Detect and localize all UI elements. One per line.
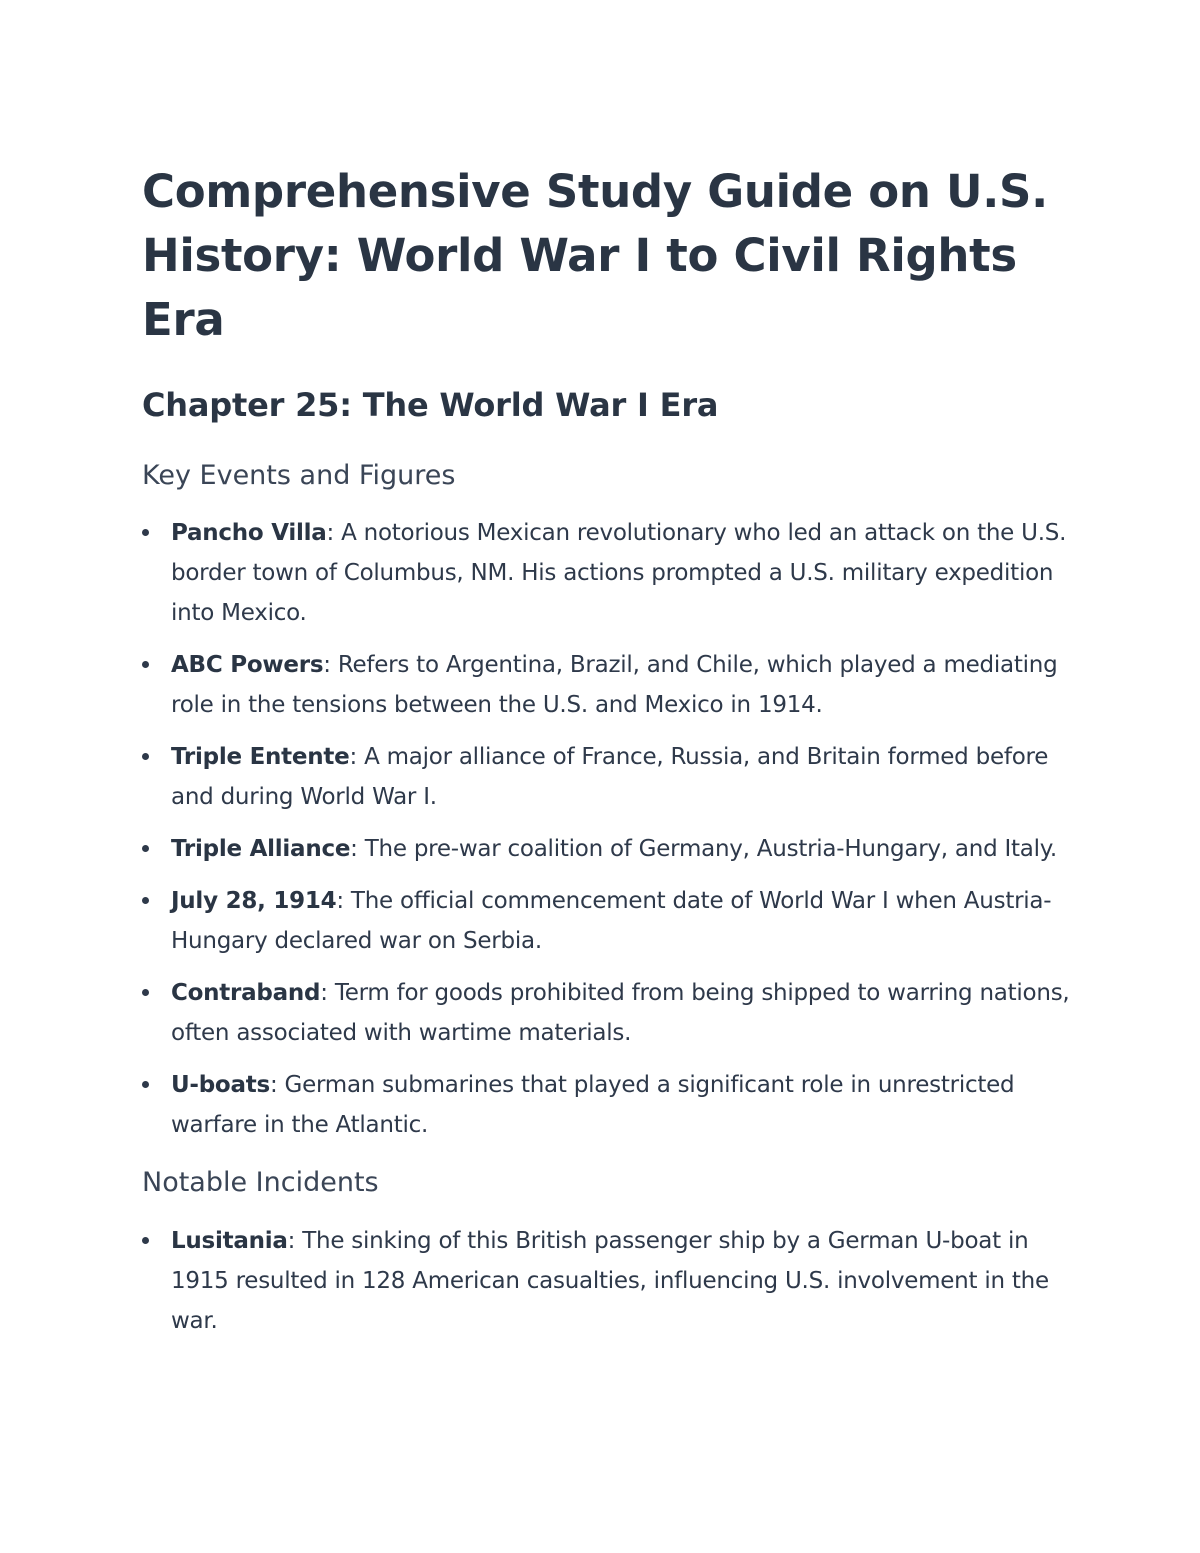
notable-incidents-list [142,1221,1072,1341]
item-separator: : [350,836,365,862]
bullet-icon [142,1081,149,1088]
item-separator: : [269,1072,285,1098]
item-separator: : [336,888,351,914]
item-term: ABC Powers [171,652,324,678]
key-events-list [142,513,1072,1145]
item-text: A major alliance of France, Russia, and Britain formed before and during World War I. [171,744,1049,810]
item-text: The pre-war coalition of Germany, Austria-Hungary, and Italy. [364,836,1057,862]
bullet-icon [142,1237,149,1244]
item-term: U-boats [171,1072,270,1098]
list-item [142,973,1072,1053]
bullet-icon [142,529,149,536]
item-term: July 28, 1914 [171,888,337,914]
item-text: Term for goods prohibited from being shipped to warring nations, often associated with wartime materials. [171,980,1070,1046]
list-item [142,737,1072,817]
list-item [142,881,1072,961]
document-page [142,160,1072,1353]
item-text: A notorious Mexican revolutionary who led an attack on the U.S. border town of Columbus, NM. His actions prompted a U.S. military expedition into Mexico. [171,520,1067,626]
item-separator: : [320,980,335,1006]
item-text: German submarines that played a significant role in unrestricted warfare in the Atlantic. [171,1072,1015,1138]
item-separator: : [287,1228,303,1254]
item-separator: : [323,652,338,678]
item-text: The official commencement date of World War I when Austria-Hungary declared war on Serbia. [171,888,1052,954]
item-term: Triple Alliance [171,836,351,862]
item-term: Triple Entente [171,744,350,770]
item-separator: : [326,520,342,546]
bullet-icon [142,989,149,996]
bullet-icon [142,897,149,904]
item-term: Contraband [171,980,321,1006]
list-item [142,645,1072,725]
item-term: Pancho Villa [171,520,327,546]
item-term: Lusitania [171,1228,288,1254]
bullet-icon [142,661,149,668]
item-text: The sinking of this British passenger ship by a German U-boat in 1915 resulted in 128 American casualties, influencing U.S. involvement in the war. [171,1228,1049,1334]
list-item [142,1065,1072,1145]
document-title: Comprehensive Study Guide on U.S. History: World War I to Civil Rights Era [142,165,1048,346]
item-separator: : [349,744,365,770]
section-heading-notable-incidents: Notable Incidents [142,1167,379,1198]
item-text: Refers to Argentina, Brazil, and Chile, which played a mediating role in the tensions between the U.S. and Mexico in 1914. [171,652,1058,718]
section-heading-key-events: Key Events and Figures [142,460,456,491]
bullet-icon [142,845,149,852]
bullet-icon [142,753,149,760]
list-item [142,513,1072,633]
chapter-title: Chapter 25: The World War I Era [142,386,719,424]
list-item [142,829,1072,869]
list-item [142,1221,1072,1341]
